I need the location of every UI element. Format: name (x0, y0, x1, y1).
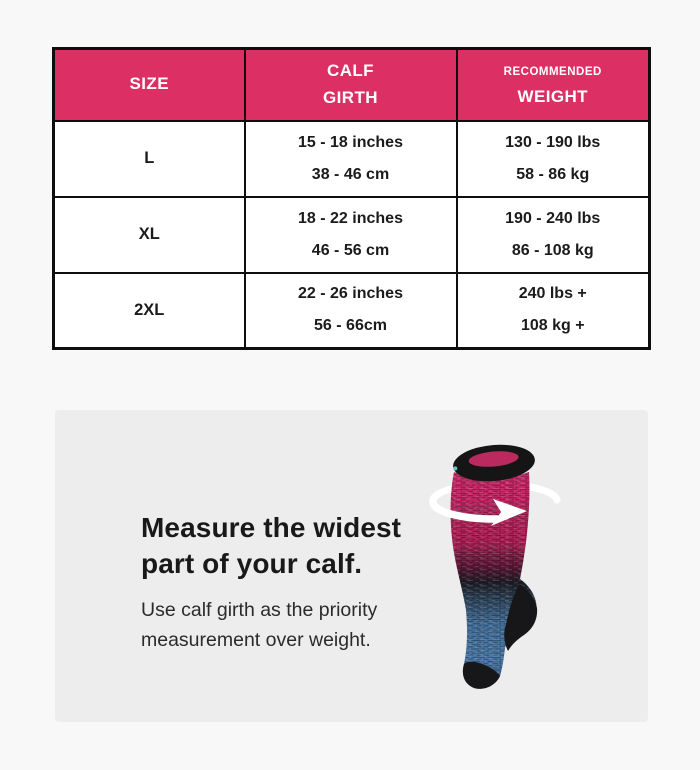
calf-girth-cell (245, 273, 457, 349)
table-row-xl (54, 197, 650, 273)
girth-cm: 46 - 56 cm (311, 241, 390, 259)
table-header-row (54, 49, 650, 121)
calf-girth-cell (245, 121, 457, 197)
size-cell: XL (54, 197, 245, 273)
girth-inches: 15 - 18 inches (298, 133, 403, 151)
weight-lbs: 190 - 240 lbs (505, 209, 601, 227)
table-row-l (54, 121, 650, 197)
col-header-recommended-weight (457, 49, 650, 121)
weight-kg: 58 - 86 kg (516, 165, 590, 183)
weight-kg: 86 - 108 kg (511, 241, 594, 259)
calf-header-line1: CALF (327, 60, 374, 80)
measure-instruction-panel (55, 410, 648, 722)
table-row-2xl (54, 273, 650, 349)
weight-cell (457, 197, 650, 273)
col-header-size (54, 49, 245, 121)
girth-inches: 22 - 26 inches (298, 285, 403, 303)
measure-text-block (141, 510, 451, 656)
weight-cell (457, 273, 650, 349)
weight-lbs: 130 - 190 lbs (505, 133, 601, 151)
girth-cm: 38 - 46 cm (311, 165, 390, 183)
weight-header-line2: WEIGHT (517, 86, 588, 106)
weight-header-line1: RECOMMENDED (503, 65, 602, 78)
girth-cm: 56 - 66cm (314, 317, 387, 335)
compression-sock-graphic (427, 438, 571, 700)
size-chart-table (52, 47, 651, 350)
calf-header-line2: GIRTH (323, 87, 378, 107)
size-header-label: SIZE (129, 74, 169, 94)
compression-sock-image (427, 438, 571, 700)
measure-subtext: Use calf girth as the priority measurement over weight. (141, 598, 378, 652)
calf-girth-cell (245, 197, 457, 273)
size-cell: 2XL (54, 273, 245, 349)
col-header-calf-girth (245, 49, 457, 121)
sock-body (451, 472, 538, 689)
weight-lbs: 240 lbs + (518, 285, 587, 303)
girth-inches: 18 - 22 inches (298, 209, 403, 227)
measure-heading: Measure the widest part of your calf. (141, 512, 402, 579)
weight-kg: 108 kg + (520, 317, 585, 335)
size-cell: L (54, 121, 245, 197)
weight-cell (457, 121, 650, 197)
